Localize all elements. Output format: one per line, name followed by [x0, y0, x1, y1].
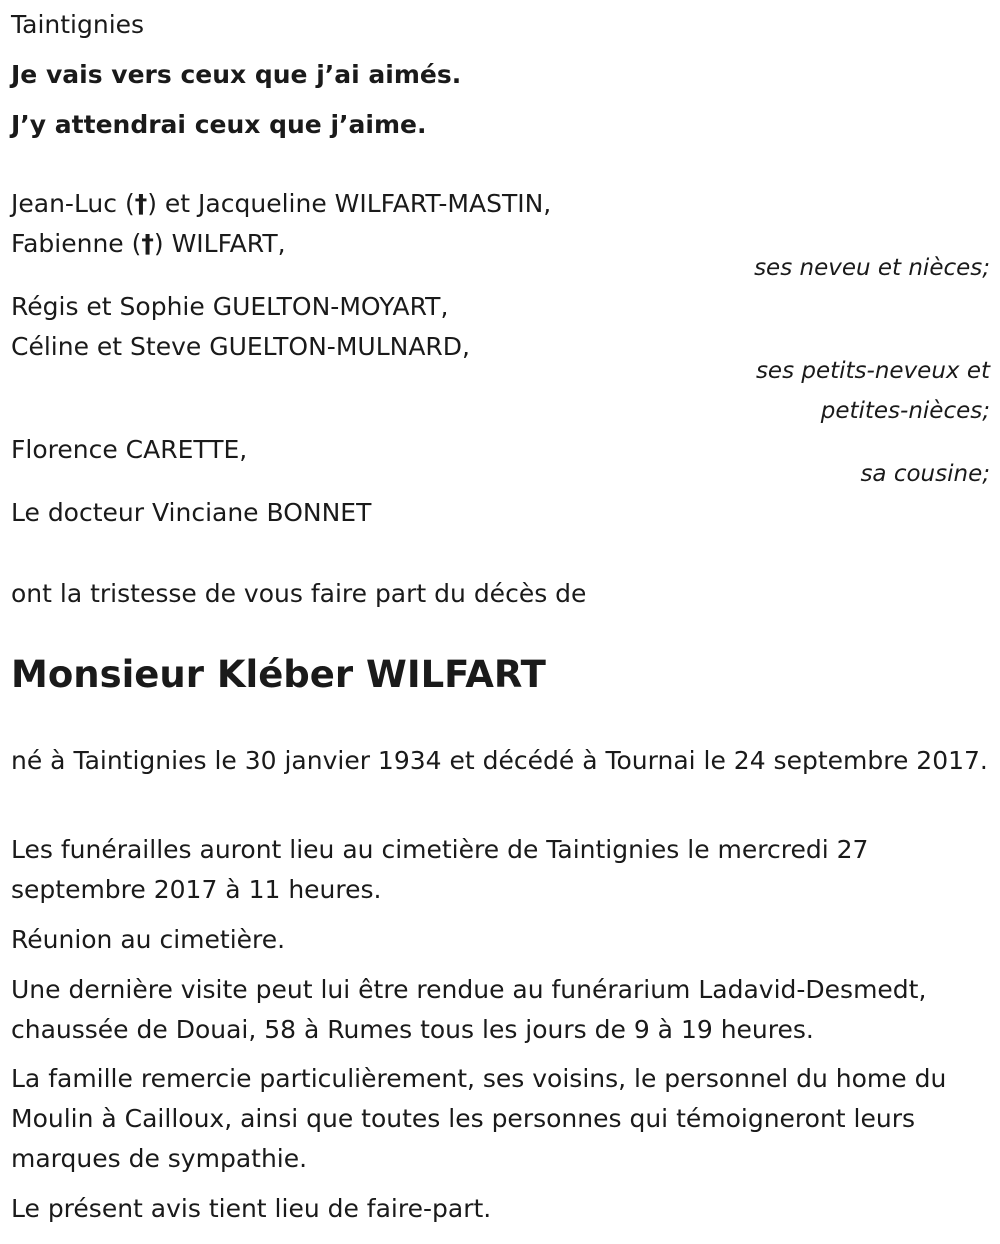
family-group2-relation-line1: ses petits-neveux et [755, 358, 990, 384]
location: Taintignies [11, 10, 145, 39]
announcement: ont la tristesse de vous faire part du décès de [11, 579, 587, 608]
paragraph-born: né à Taintignies le 30 janvier 1934 et décédé à Tournai le 24 septembre 2017. [11, 746, 988, 775]
family-group1-line2: Fabienne (†) WILFART, [11, 229, 286, 258]
family-group2-line2: Céline et Steve GUELTON-MULNARD, [11, 332, 470, 361]
family-group3-line1: Florence CARETTE, [11, 435, 248, 464]
family-group4-line1: Le docteur Vinciane BONNET [11, 498, 372, 527]
family-group3-relation: sa cousine; [860, 461, 990, 487]
cross-icon: † [141, 229, 154, 258]
quote-line-2: J’y attendrai ceux que j’aime. [11, 110, 427, 139]
paragraph-notice: Le présent avis tient lieu de faire-part. [11, 1194, 492, 1223]
family-group1-relation: ses neveu et nièces; [754, 255, 990, 281]
cross-icon: † [134, 189, 148, 218]
paragraph-visit: Une dernière visite peut lui être rendue au funérarium Ladavid-Desmedt, chaussée de Douai, 58 à Rumes tous les jours de 9 à 19 heures. [11, 975, 927, 1044]
paragraph-meeting: Réunion au cimetière. [11, 925, 286, 954]
family-group2-relation-line2: petites-nièces; [820, 398, 990, 424]
paragraph-thanks: La famille remercie particulièrement, ses voisins, le personnel du home du Moulin à Cailloux, ainsi que toutes les personnes qui témoigneront leurs marques de sympathie. [11, 1064, 947, 1173]
quote-line-1: Je vais vers ceux que j’ai aimés. [11, 60, 462, 89]
family-group1-line1: Jean-Luc (†) et Jacqueline WILFART-MASTIN, [11, 189, 552, 218]
deceased-name: Monsieur Kléber WILFART [11, 653, 546, 696]
paragraph-funeral: Les funérailles auront lieu au cimetière de Taintignies le mercredi 27 septembre 2017 à 11 heures. [11, 835, 869, 904]
family-group2-line1: Régis et Sophie GUELTON-MOYART, [11, 292, 449, 321]
